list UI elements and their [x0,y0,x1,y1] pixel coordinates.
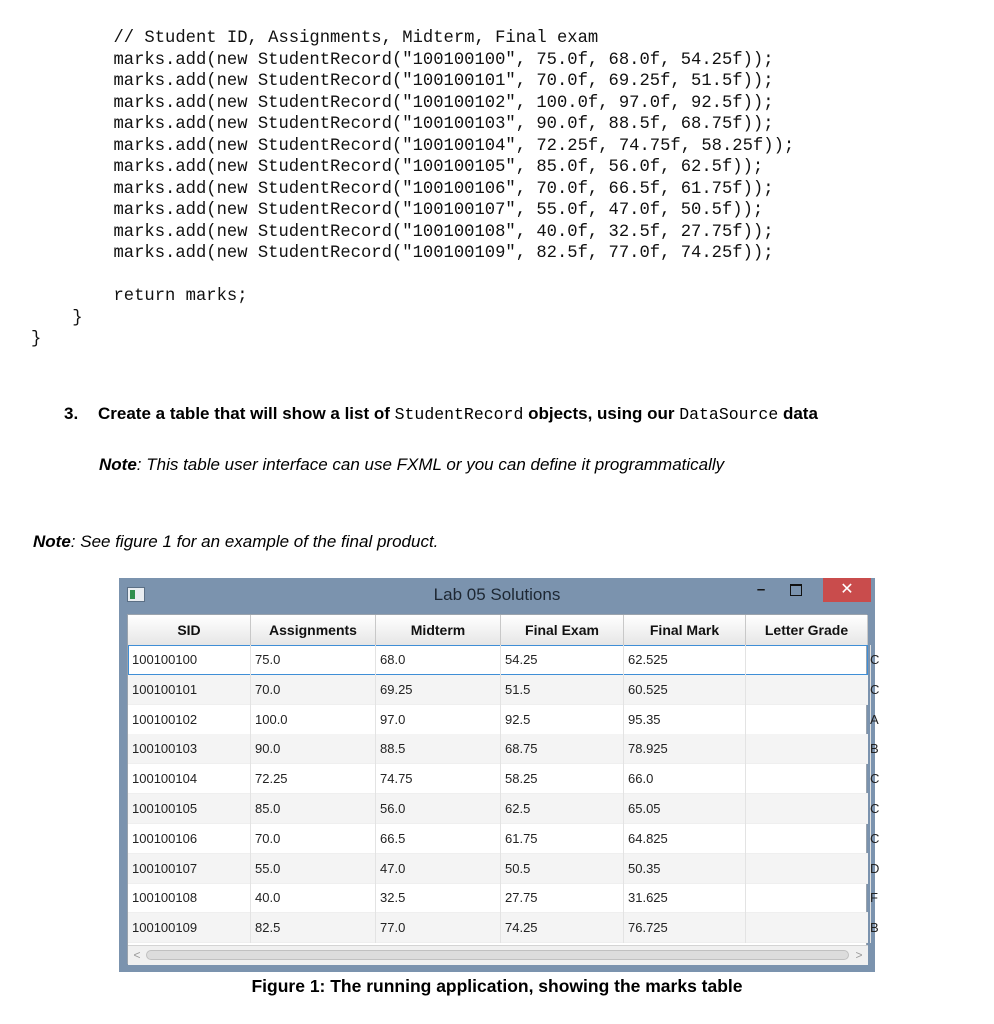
step-3: 3. Create a table that will show a list of StudentRecord objects, using our DataSource data [64,404,818,424]
window-title: Lab 05 Solutions [433,585,561,604]
scroll-left-icon[interactable]: < [133,948,141,962]
scroll-right-icon[interactable]: > [855,948,863,962]
table-cell: 100100104 [128,764,251,794]
table-cell: 100100101 [128,675,251,705]
table-cell: B [746,913,871,943]
column-header[interactable]: Assignments [251,615,376,645]
table-row[interactable] [128,883,878,913]
table-cell: 78.925 [624,734,746,764]
close-button[interactable]: ✕ [823,578,871,602]
table-cell: 72.25 [251,764,376,794]
code-line: marks.add(new StudentRecord("100100107", 55.0f, 47.0f, 50.5f)); [0,201,764,220]
table-cell: 92.5 [501,705,624,735]
code-line: marks.add(new StudentRecord("100100101", 70.0f, 69.25f, 51.5f)); [0,72,774,91]
table-cell: 100100102 [128,705,251,735]
table-cell: 70.0 [251,824,376,854]
code-line: } [0,308,83,328]
table-cell: C [746,675,871,705]
class-name: DataSource [679,405,779,424]
code-line [0,265,794,287]
column-header[interactable]: Midterm [376,615,501,645]
table-cell: 68.75 [501,734,624,764]
code-line: return marks; [0,287,248,306]
code-block [0,28,794,351]
table-cell: 68.0 [376,645,501,675]
marks-table[interactable] [127,614,880,964]
column-header[interactable]: Final Exam [501,615,624,645]
minimize-button[interactable]: – [756,581,766,598]
table-cell: 100100107 [128,854,251,884]
table-cell: 27.75 [501,883,624,913]
figure-caption: Figure 1: The running application, showing the marks table [251,976,743,996]
step-number: 3. [64,404,79,423]
table-cell: 88.5 [376,734,501,764]
code-line: marks.add(new StudentRecord("100100100", 75.0f, 68.0f, 54.25f)); [0,50,774,70]
table-cell: 74.75 [376,764,501,794]
code-line: marks.add(new StudentRecord("100100109", 82.5f, 77.0f, 74.25f)); [0,244,774,263]
table-cell: 100100100 [128,645,251,675]
table-cell: B [746,734,871,764]
table-cell: A [746,705,871,735]
table-header [128,615,868,646]
table-cell: 97.0 [376,705,501,735]
table-cell: 51.5 [501,675,624,705]
table-cell: D [746,854,871,884]
table-cell: 32.5 [376,883,501,913]
table-cell: 100100109 [128,913,251,943]
table-row[interactable] [128,794,880,824]
code-line: } [0,330,42,349]
column-header[interactable]: Letter Grade [746,615,868,645]
table-row[interactable] [128,764,880,794]
note-fxml: Note: This table user interface can use FXML or you can define it programmatically [99,455,725,474]
table-cell: F [746,883,871,913]
code-line: // Student ID, Assignments, Midterm, Final exam [0,29,599,48]
table-cell: 50.35 [624,854,746,884]
table-cell: 56.0 [376,794,501,824]
table-row[interactable] [128,705,879,735]
table-cell: 100100103 [128,734,251,764]
table-cell: 31.625 [624,883,746,913]
table-cell: 47.0 [376,854,501,884]
scroll-thumb[interactable] [146,950,849,960]
table-cell: C [746,764,871,794]
maximize-icon [790,584,802,596]
table-row[interactable] [128,854,880,884]
table-cell: C [746,794,871,824]
table-cell: C [746,645,871,675]
code-line: marks.add(new StudentRecord("100100103", 90.0f, 88.5f, 68.75f)); [0,115,774,134]
table-cell: 100100105 [128,794,251,824]
class-name: StudentRecord [394,405,524,424]
code-line: marks.add(new StudentRecord("100100104", 72.25f, 74.75f, 58.25f)); [0,136,795,156]
table-cell: 66.5 [376,824,501,854]
table-row[interactable] [128,913,879,943]
table-cell: 77.0 [376,913,501,943]
maximize-button[interactable] [779,578,813,602]
table-cell: 70.0 [251,675,376,705]
table-cell: 95.35 [624,705,746,735]
column-header[interactable]: SID [128,615,251,645]
table-cell: 76.725 [624,913,746,943]
table-row[interactable] [128,734,879,764]
horizontal-scrollbar[interactable] [128,945,868,965]
table-cell: 60.525 [624,675,746,705]
code-line: marks.add(new StudentRecord("100100102", 100.0f, 97.0f, 92.5f)); [0,93,774,113]
table-cell: 100.0 [251,705,376,735]
table-row[interactable] [128,824,880,854]
table-cell: 55.0 [251,854,376,884]
code-line: marks.add(new StudentRecord("100100108", 40.0f, 32.5f, 27.75f)); [0,222,774,242]
table-cell: C [746,824,871,854]
table-cell: 40.0 [251,883,376,913]
table-cell: 74.25 [501,913,624,943]
table-cell: 64.825 [624,824,746,854]
table-cell: 62.525 [624,645,746,675]
code-line: marks.add(new StudentRecord("100100105", 85.0f, 56.0f, 62.5f)); [0,158,764,177]
column-header[interactable]: Final Mark [624,615,746,645]
table-cell: 69.25 [376,675,501,705]
table-cell: 54.25 [501,645,624,675]
table-cell: 65.05 [624,794,746,824]
table-cell: 100100108 [128,883,251,913]
table-cell: 100100106 [128,824,251,854]
table-cell: 66.0 [624,764,746,794]
table-cell: 90.0 [251,734,376,764]
table-cell: 85.0 [251,794,376,824]
table-cell: 75.0 [251,645,376,675]
table-cell: 58.25 [501,764,624,794]
code-line: marks.add(new StudentRecord("100100106", 70.0f, 66.5f, 61.75f)); [0,179,774,199]
table-row[interactable] [128,645,880,675]
table-cell: 61.75 [501,824,624,854]
app-window [119,578,880,972]
note-figure: Note: See figure 1 for an example of the final product. [33,532,439,551]
title-bar[interactable] [119,578,875,613]
table-cell: 82.5 [251,913,376,943]
table-row[interactable] [128,675,880,705]
table-cell: 50.5 [501,854,624,884]
table-cell: 62.5 [501,794,624,824]
